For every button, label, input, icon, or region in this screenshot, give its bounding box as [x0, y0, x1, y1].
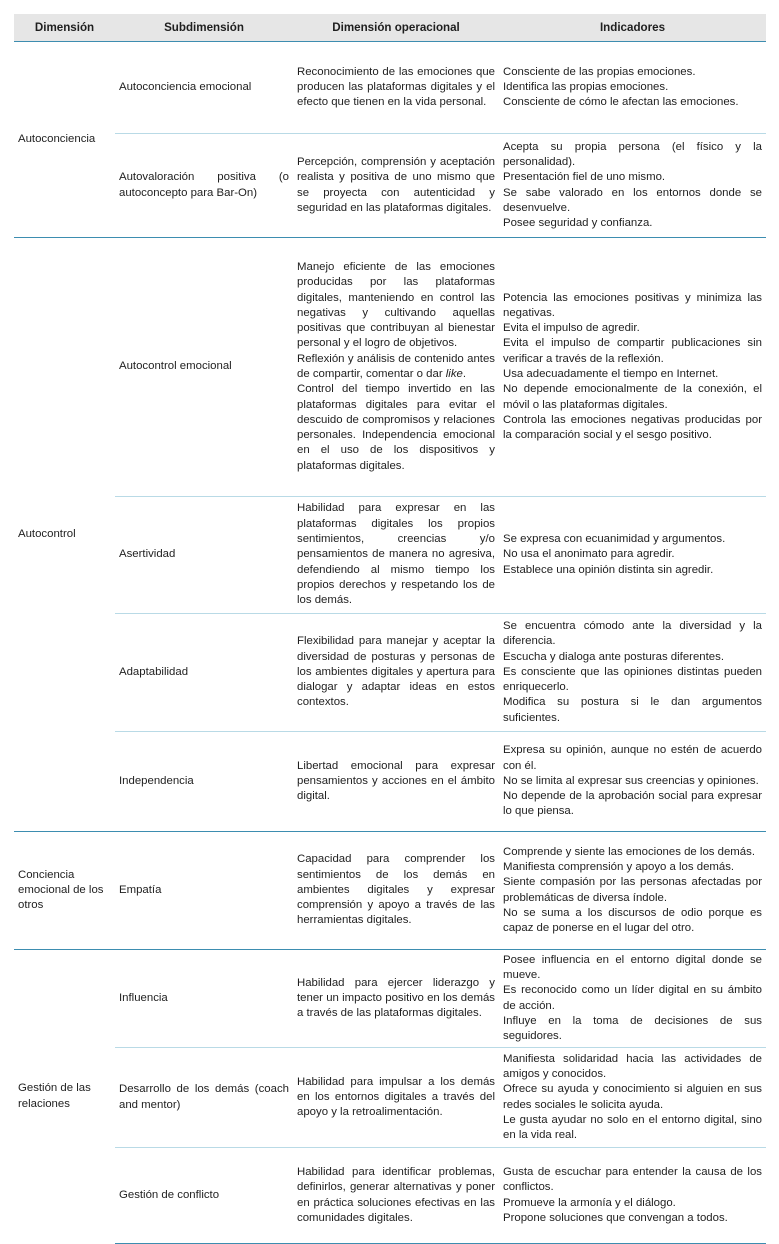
operational-cell: Habilidad para identificar problemas, definirlos, generar alternativas y poner en práctica soluciones efectivas en las comunidades digitales.	[293, 1148, 499, 1244]
indicators-cell	[499, 950, 766, 1048]
indicators-cell	[499, 832, 766, 950]
operational-cell: Percepción, comprensión y aceptación realista y positiva de uno mismo que se proyecta con autenticidad y seguridad en las plataformas digitales.	[293, 134, 499, 238]
subdimension-cell: Adaptabilidad	[115, 614, 293, 732]
indicators-cell	[499, 497, 766, 614]
indicator-item: No se limita al expresar sus creencias y opiniones.	[503, 774, 759, 787]
indicators-cell	[499, 614, 766, 732]
indicator-item: Manifiesta comprensión y apoyo a los demás.	[503, 860, 735, 873]
indicator-item: Influye en la toma de decisiones de sus seguidores.	[503, 1014, 762, 1043]
indicator-item: Evita el impulso de agredir.	[503, 322, 640, 335]
table-row	[14, 42, 766, 134]
indicator-item: Es consciente que las opiniones distintas pueden enriquecerlo.	[503, 665, 762, 694]
indicators-cell	[499, 42, 766, 134]
subdimension-cell: Desarrollo de los demás (coach and mentor)	[115, 1048, 293, 1148]
operational-cell: Libertad emocional para expresar pensamientos y acciones en el ámbito digital.	[293, 732, 499, 832]
table-row	[14, 134, 766, 238]
indicator-item: Se expresa con ecuanimidad y argumentos.	[503, 533, 726, 546]
subdimension-cell: Autocontrol emocional	[115, 238, 293, 497]
like-term: like	[445, 368, 463, 380]
indicator-item: Potencia las emociones positivas y minimiza las negativas.	[503, 291, 762, 319]
dimension-cell: Conciencia emocional de los otros	[14, 832, 115, 950]
operational-cell: Habilidad para ejercer liderazgo y tener un impacto positivo en los demás a través de las plataformas digitales.	[293, 950, 499, 1048]
indicator-item: Gusta de escuchar para entender la causa de los conflictos.	[503, 1165, 762, 1194]
indicator-item: Consciente de cómo le afectan las emociones.	[503, 96, 739, 109]
indicators-cell	[499, 238, 766, 497]
table-row	[14, 1148, 766, 1244]
indicator-item: Ofrece su ayuda y conocimiento si alguien en sus redes sociales le solicita ayuda.	[503, 1083, 762, 1111]
table-row	[14, 732, 766, 832]
indicators-cell	[499, 134, 766, 238]
header-operational-dimension: Dimensión operacional	[293, 14, 499, 42]
subdimension-cell: Autovaloración positiva (o autoconcepto para Bar-On)	[115, 134, 293, 238]
header-indicators: Indicadores	[499, 14, 766, 42]
indicators-cell	[499, 1048, 766, 1148]
indicator-item: Escucha y dialoga ante posturas diferentes.	[503, 650, 724, 663]
subdimension-cell: Asertividad	[115, 497, 293, 614]
indicators-cell	[499, 732, 766, 832]
indicator-item: Posee seguridad y confianza.	[503, 217, 653, 230]
dimension-cell: Autoconciencia	[14, 42, 115, 238]
indicator-item: Propone soluciones que convengan a todos.	[503, 1211, 728, 1224]
indicator-item: Manifiesta solidaridad hacia las actividades de amigos y conocidos.	[503, 1052, 762, 1080]
indicator-item: Posee influencia en el entorno digital donde se mueve.	[503, 953, 762, 981]
operational-paragraph: Control del tiempo invertido en las plataformas digitales para evitar el descuido de compromisos y relaciones personales. Independencia emocional en el uso de los dispositivos y plataformas digitales.	[297, 383, 495, 472]
indicator-item: Se encuentra cómodo ante la diversidad y la diferencia.	[503, 619, 762, 648]
operational-paragraph: Manejo eficiente de las emociones producidas por las plataformas digitales, manteniendo en control las negativas y cultivando aquellas positivas que contribuyan al bienestar personal y el logro de objetivos.	[297, 260, 495, 350]
header-subdimension: Subdimensión	[115, 14, 293, 42]
emotional-intelligence-table	[14, 14, 766, 1244]
indicator-item: No depende de la aprobación social para expresar lo que piensa.	[503, 790, 762, 818]
operational-cell: Capacidad para comprender los sentimientos de los demás en ambientes digitales y expresar comprensión y apoyo a través de las herramientas digitales.	[293, 832, 499, 950]
indicator-item: No usa el anonimato para agredir.	[503, 548, 675, 561]
table-row	[14, 614, 766, 732]
subdimension-cell: Independencia	[115, 732, 293, 832]
table-row	[14, 497, 766, 614]
indicator-item: Modifica su postura si le dan argumentos suficientes.	[503, 696, 762, 724]
indicator-item: Evita el impulso de compartir publicaciones sin verificar a través de la reflexión.	[503, 337, 762, 365]
indicator-item: Comprende y siente las emociones de los demás.	[503, 845, 755, 858]
indicator-item: Le gusta ayudar no solo en el entorno digital, sino en la vida real.	[503, 1113, 762, 1142]
indicator-item: Controla las emociones negativas producidas por la comparación social y el sesgo positivo.	[503, 413, 762, 442]
operational-text: .	[462, 368, 467, 380]
operational-cell	[293, 238, 499, 497]
subdimension-cell: Influencia	[115, 950, 293, 1048]
indicators-cell	[499, 1148, 766, 1244]
operational-cell: Habilidad para impulsar a los demás en los entornos digitales a través del apoyo y la retroalimentación.	[293, 1048, 499, 1148]
indicator-item: Consciente de las propias emociones.	[503, 65, 696, 78]
operational-text: Reflexión y análisis de contenido antes de compartir, comentar o dar	[297, 352, 495, 380]
indicator-item: Siente compasión por las personas afectadas por problemáticas de diversa índole.	[503, 876, 762, 904]
operational-paragraph	[297, 352, 495, 383]
subdimension-cell: Empatía	[115, 832, 293, 950]
indicator-item: Usa adecuadamente el tiempo en Internet.	[503, 368, 719, 380]
header-dimension: Dimensión	[14, 14, 115, 42]
indicator-item: Presentación fiel de uno mismo.	[503, 171, 666, 184]
dimension-cell: Gestión de las relaciones	[14, 950, 115, 1244]
indicator-item: Se sabe valorado en los entornos donde se desenvuelve.	[503, 186, 762, 214]
indicator-item: No se suma a los discursos de odio porque es capaz de ponerse en el lugar del otro.	[503, 906, 762, 935]
table-row	[14, 832, 766, 950]
table-row	[14, 1048, 766, 1148]
indicator-item: Acepta su propia persona (el físico y la personalidad).	[503, 140, 762, 168]
operational-cell: Habilidad para expresar en las plataformas digitales los propios sentimientos, creencias y/o pensamientos de manera no agresiva, defendiendo al mismo tiempo los propios derechos y respetando los de los demás.	[293, 497, 499, 614]
header-row	[14, 14, 766, 42]
indicator-item: Es reconocido como un líder digital en su ámbito de acción.	[503, 984, 762, 1012]
indicator-item: Identifica las propias emociones.	[503, 80, 669, 93]
subdimension-cell: Gestión de conflicto	[115, 1148, 293, 1244]
subdimension-cell: Autoconciencia emocional	[115, 42, 293, 134]
indicator-item: Expresa su opinión, aunque no estén de acuerdo con él.	[503, 744, 762, 772]
indicator-item: Establece una opinión distinta sin agredir.	[503, 563, 714, 576]
indicator-item: No depende emocionalmente de la conexión, el móvil o las plataformas digitales.	[503, 383, 762, 411]
table-row	[14, 238, 766, 497]
operational-cell: Flexibilidad para manejar y aceptar la diversidad de posturas y personas de los ambientes digitales y apertura para dialogar y adaptar ideas en estos contextos.	[293, 614, 499, 732]
dimension-cell: Autocontrol	[14, 238, 115, 832]
indicator-item: Promueve la armonía y el diálogo.	[503, 1196, 676, 1209]
operational-cell: Reconocimiento de las emociones que producen las plataformas digitales y el efecto que tienen en la vida personal.	[293, 42, 499, 134]
table-row	[14, 950, 766, 1048]
